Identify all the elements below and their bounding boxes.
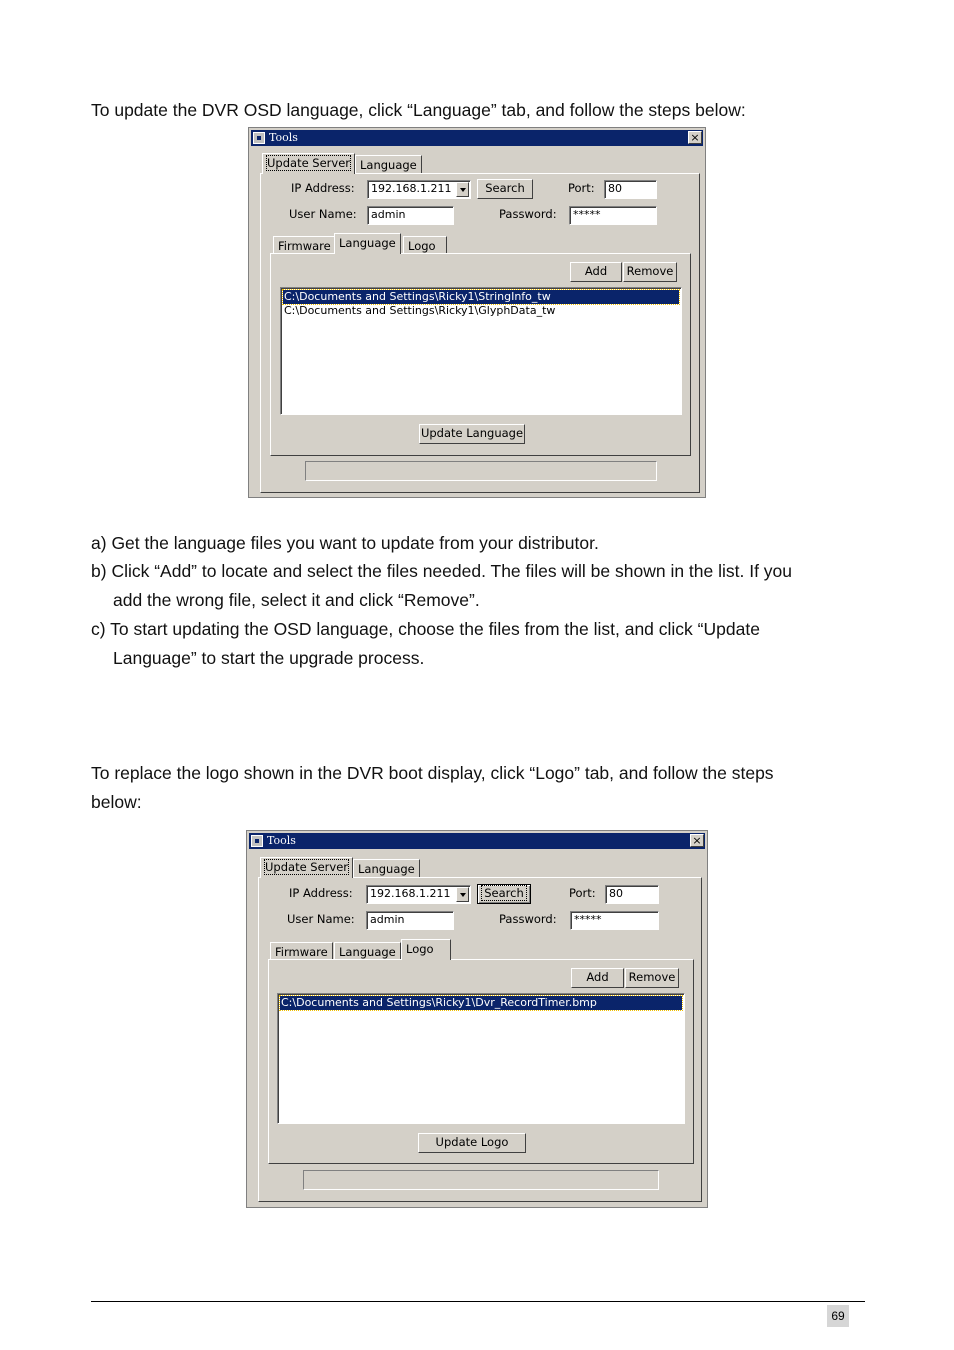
ip-address-value: 192.168.1.211 [371,182,452,195]
tab-update-server[interactable]: Update Server [260,857,353,878]
port-label: Port: [569,886,596,900]
chevron-down-icon[interactable] [456,182,469,197]
ip-address-combo[interactable] [366,885,471,904]
window-title: Tools [267,834,296,847]
password-label: Password: [499,207,557,221]
intro-logo-text-cont: below: [91,792,142,812]
close-button[interactable]: × [688,131,702,144]
remove-button[interactable]: Remove [625,968,679,988]
intro-language-text: To update the DVR OSD language, click “Language” tab, and follow the steps below: [91,100,746,120]
add-button[interactable]: Add [571,968,624,988]
port-input[interactable]: 80 [605,885,659,904]
progress-bar [303,1170,659,1190]
tab-language[interactable]: Language [355,155,422,173]
user-name-input[interactable]: admin [367,206,454,225]
list-item[interactable]: C:\Documents and Settings\Ricky1\Dvr_RecordTimer.bmp [280,996,682,1010]
chevron-down-icon[interactable] [456,887,469,902]
update-logo-button[interactable]: Update Logo [418,1133,526,1153]
ip-address-combo[interactable] [367,180,471,199]
page-number: 69 [827,1305,849,1327]
app-icon [253,132,265,144]
user-name-label: User Name: [287,912,355,926]
password-input[interactable]: ***** [569,206,657,225]
title-bar[interactable] [249,833,705,849]
password-input[interactable]: ***** [570,911,659,930]
subtab-logo[interactable]: Logo [401,939,451,960]
search-button[interactable]: Search [477,884,531,904]
app-icon [251,835,263,847]
subtab-firmware[interactable]: Firmware [273,236,336,254]
remove-button[interactable]: Remove [623,262,677,282]
subtab-language[interactable]: Language [334,233,401,254]
port-label: Port: [568,181,595,195]
ip-address-label: IP Address: [291,181,355,195]
password-label: Password: [499,912,557,926]
title-bar[interactable] [251,130,703,146]
subtab-logo[interactable]: Logo [403,236,447,254]
list-item[interactable]: C:\Documents and Settings\Ricky1\GlyphData_tw [284,304,556,317]
ip-address-value: 192.168.1.211 [370,887,451,900]
ip-address-label: IP Address: [289,886,353,900]
logo-file-list[interactable] [277,993,685,1124]
port-input[interactable]: 80 [604,180,657,199]
footer-rule [91,1301,865,1302]
tab-language[interactable]: Language [353,859,420,877]
update-language-button[interactable]: Update Language [419,424,525,444]
list-item[interactable]: C:\Documents and Settings\Ricky1\StringInfo_tw [283,290,679,304]
progress-bar [305,461,657,481]
language-file-list[interactable] [280,287,682,415]
subtab-language[interactable]: Language [334,942,401,960]
step-b: b) Click “Add” to locate and select the files needed. The files will be shown in the list. If you add the wrong file, select it and click “Remove”. [91,561,793,610]
close-button[interactable]: × [690,834,704,847]
intro-logo-text: To replace the logo shown in the DVR boot display, click “Logo” tab, and follow the steps [91,763,774,783]
window-title: Tools [269,131,298,144]
tab-update-server[interactable]: Update Server [262,153,355,174]
subtab-firmware[interactable]: Firmware [270,942,333,960]
tools-dialog-language [248,127,706,498]
search-button[interactable]: Search [477,179,533,199]
user-name-label: User Name: [289,207,357,221]
add-button[interactable]: Add [570,262,622,282]
step-a: a) Get the language files you want to update from your distributor. [91,533,599,553]
user-name-input[interactable]: admin [366,911,454,930]
step-c: c) To start updating the OSD language, choose the files from the list, and click “Update Language” to start the upgrade process. [91,619,760,668]
tools-dialog-logo [246,830,708,1208]
